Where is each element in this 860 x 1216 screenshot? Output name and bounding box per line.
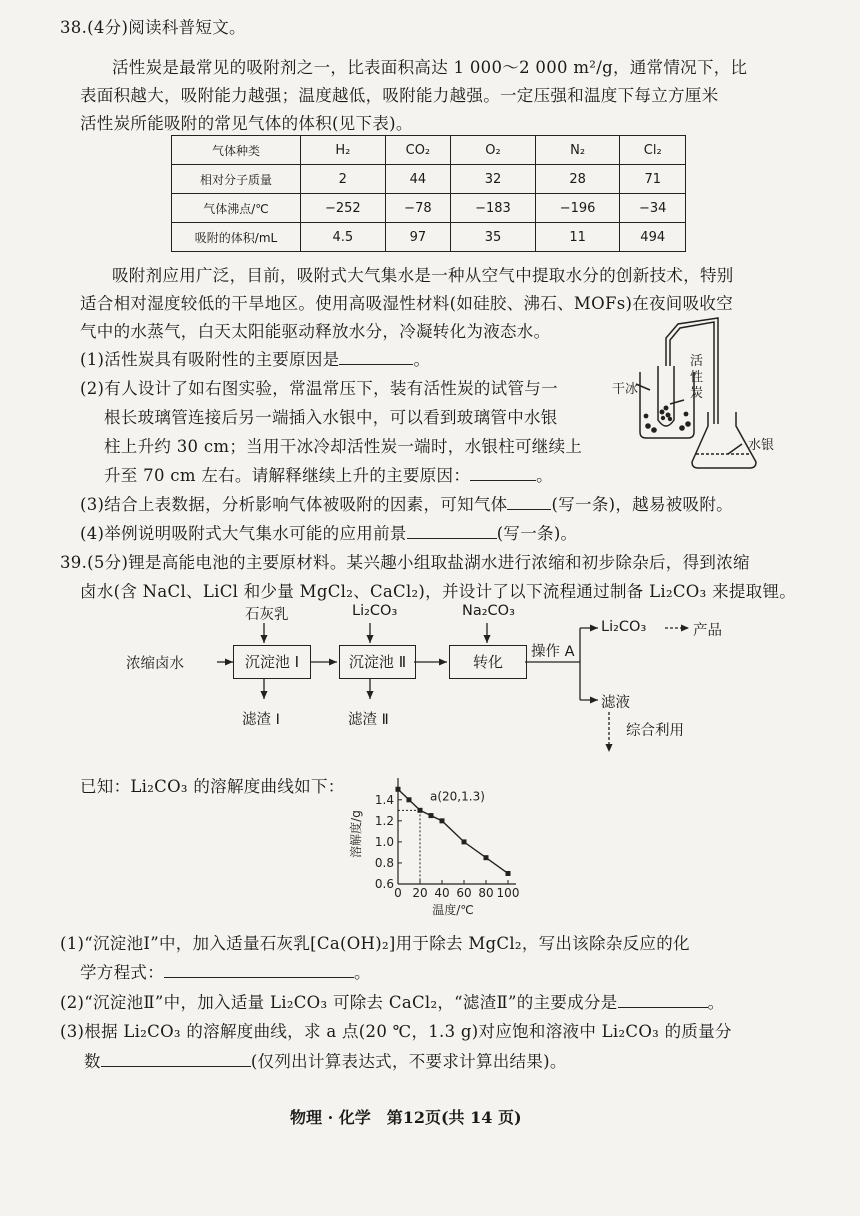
flow-box-conversion: 转化 [449,645,527,679]
q39-sub1-line: (1)“沉淀池Ⅰ”中，加入适量石灰乳[Ca(OH)₂]用于除去 MgCl₂，写出该除杂反应的化 [60,934,690,953]
q38-paragraph-line: 表面积越大，吸附能力越强；温度越低，吸附能力越强。一定压强和温度下每立方厘米 [80,86,719,105]
y-axis-label: 溶解度/g [349,810,363,858]
q39-sub1-line [80,959,371,983]
flow-utilization-label: 综合利用 [626,723,684,739]
data-point [462,839,467,844]
sub-question-text: (3)结合上表数据，分析影响气体被吸附的因素，可知气体 [80,495,508,514]
data-point [440,818,445,823]
data-point [429,813,434,818]
flow-product-label: 产品 [693,623,722,639]
q38-paragraph-line: 活性炭是最常见的吸附剂之一，比表面积高达 1 000～2 000 m²/g，通常情况下，比 [112,58,748,77]
table-cell: −183 [451,194,536,223]
table-cell: 相对分子质量 [172,165,301,194]
sub-question-text: (写一条)，越易被吸附。 [551,495,733,514]
table-cell: 32 [451,165,536,194]
point-a-annotation: a(20,1.3) [430,789,485,804]
punctuation: 。 [354,963,371,982]
table-cell: H₂ [301,136,386,165]
q38-paragraph-line: 气中的水蒸气，白天太阳能驱动释放水分，冷凝转化为液态水。 [80,322,551,341]
x-tick-label: 20 [412,886,428,900]
table-cell: Cl₂ [620,136,686,165]
data-point [418,808,423,813]
dry-ice-label: 干冰 [612,382,639,397]
flow-output-label: Li₂CO₃ [601,619,647,635]
flow-operation-label: 操作 A [531,644,575,660]
table-cell: 494 [620,223,686,252]
y-tick-label: 1.2 [374,813,394,828]
q39-sub3-line [84,1048,567,1072]
q39-known-text: 已知：Li₂CO₃ 的溶解度曲线如下： [80,777,345,796]
x-axis-label: 温度/℃ [432,903,474,917]
punctuation: 。 [413,350,431,369]
q38-sub2-line: 柱上升约 30 cm；当用干冰冷却活性炭一端时，水银柱可继续上 [104,437,583,456]
table-cell: 97 [385,223,451,252]
flow-reagent-label: Na₂CO₃ [462,603,515,619]
x-tick-label: 60 [456,886,472,900]
q39-header-line: 39.(5分)锂是高能电池的主要原材料。某兴趣小组取盐湖水进行浓缩和初步除杂后，得到浓缩 [60,553,750,572]
table-cell: 2 [301,165,386,194]
y-tick-label: 1.4 [374,792,394,807]
q39-header-line: 卤水(含 NaCl、LiCl 和少量 MgCl₂、CaCl₂)，并设计了以下流程通过制备 Li₂CO₃ 来提取锂。 [80,582,797,601]
flow-start-label: 浓缩卤水 [126,656,184,672]
activated-carbon-label: 性 [690,370,704,385]
sub-question-text: (写一条)。 [496,524,578,543]
x-tick-label: 80 [478,886,494,900]
answer-blank[interactable] [101,1052,251,1067]
answer-blank[interactable] [618,993,708,1008]
table-cell: 气体种类 [172,136,301,165]
table-cell: −196 [535,194,620,223]
table-cell: 气体沸点/℃ [172,194,301,223]
q38-header: 38.(4分)阅读科普短文。 [60,18,246,37]
y-tick-label: 0.6 [374,877,394,891]
activated-carbon-label: 活 [690,354,704,369]
answer-blank[interactable] [164,963,354,978]
table-cell: 44 [385,165,451,194]
q38-paragraph-line: 适合相对湿度较低的干旱地区。使用高吸湿性材料(如硅胶、沸石、MOFs)在夜间吸收空 [80,294,734,313]
data-point [484,855,489,860]
table-cell: 4.5 [301,223,386,252]
sub-question-text: 学方程式： [80,963,164,982]
sub-question-text: 升至 70 cm 左右。请解释继续上升的主要原因： [104,466,471,485]
table-cell: CO₂ [385,136,451,165]
table-cell: −78 [385,194,451,223]
flow-reagent-label: 石灰乳 [245,607,289,623]
q39-sub2 [60,989,724,1013]
punctuation: 。 [707,993,725,1012]
table-cell: O₂ [451,136,536,165]
data-point [396,787,401,792]
punctuation: 。 [536,466,553,485]
q39-sub3-line: (3)根据 Li₂CO₃ 的溶解度曲线，求 a 点(20 ℃，1.3 g)对应饱和溶液中 Li₂CO₃ 的质量分 [60,1022,732,1041]
flow-residue-label: 滤渣 Ⅱ [348,712,389,728]
y-tick-label: 0.8 [374,855,394,870]
data-point [407,797,412,802]
table-cell: N₂ [535,136,620,165]
table-cell: −252 [301,194,386,223]
q38-sub2-line: (2)有人设计了如右图实验，常温常压下，装有活性炭的试管与一 [80,379,558,398]
flow-box-precip-pool-1: 沉淀池 Ⅰ [233,645,311,679]
sub-question-text: (1)活性炭具有吸附性的主要原因是 [80,350,340,369]
table-cell: −34 [620,194,686,223]
sub-question-text: (4)举例说明吸附式大气集水可能的应用前景 [80,524,407,543]
sub-question-text: 数 [84,1052,101,1071]
data-point [506,871,511,876]
mercury-label: 水银 [748,438,775,453]
table-cell: 28 [535,165,620,194]
flow-residue-label: 滤渣 Ⅰ [242,712,280,728]
sub-question-text: (仅列出计算表达式，不要求计算出结果)。 [250,1052,567,1071]
table-cell: 35 [451,223,536,252]
table-cell: 11 [535,223,620,252]
x-tick-label: 100 [496,886,520,900]
flow-reagent-label: Li₂CO₃ [352,603,398,619]
activated-carbon-label: 炭 [690,386,704,401]
x-tick-label: 0 [394,886,402,900]
sub-question-text: (2)“沉淀池Ⅱ”中，加入适量 Li₂CO₃ 可除去 CaCl₂，“滤渣Ⅱ”的主要成分是 [60,993,618,1012]
solubility-curve-chart [346,770,526,922]
y-tick-label: 1.0 [374,834,394,849]
flow-filtrate-label: 滤液 [601,695,630,711]
page-footer: 物理 · 化学 第12页(共 14 页) [290,1108,522,1127]
table-cell: 71 [620,165,686,194]
q38-sub2-line: 根长玻璃管连接后另一端插入水银中，可以看到玻璃管中水银 [104,408,558,427]
q38-paragraph-line: 活性炭所能吸附的常见气体的体积(见下表)。 [80,114,413,133]
x-tick-label: 40 [434,886,450,900]
flow-box-precip-pool-2: 沉淀池 Ⅱ [339,645,416,679]
table-cell: 吸附的体积/mL [172,223,301,252]
q38-paragraph-line: 吸附剂应用广泛，目前，吸附式大气集水是一种从空气中提取水分的创新技术，特别 [112,266,734,285]
